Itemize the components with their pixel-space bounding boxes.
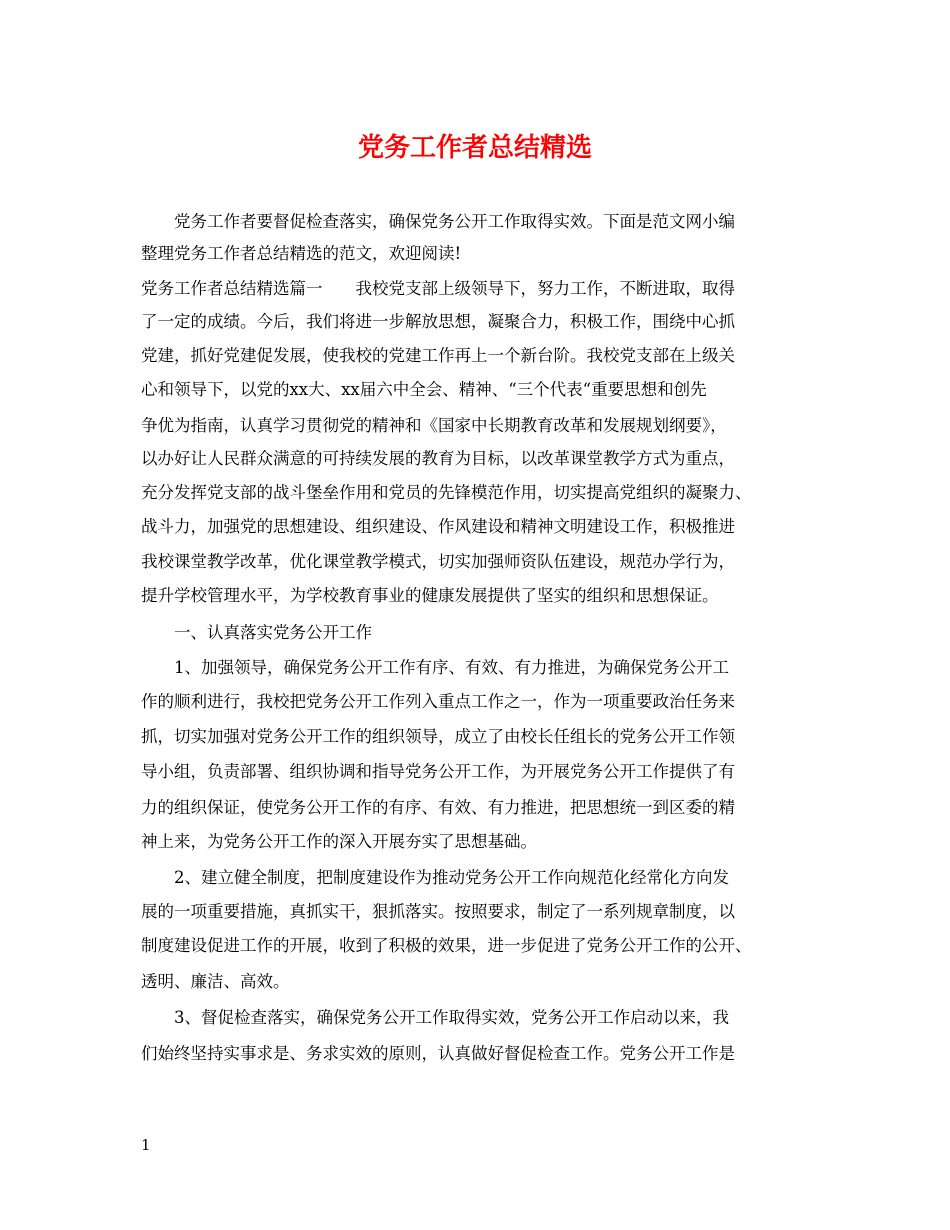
body-line: 抓，切实加强对党务公开工作的组织领导，成立了由校长任组长的党务公开工作领 [141, 727, 735, 746]
body-line: 党务工作者总结精选篇一 我校党支部上级领导下，努力工作，不断进取，取得 [141, 279, 735, 298]
body-line: 们始终坚持实事求是、务求实效的原则，认真做好督促检查工作。党务公开工作是 [141, 1044, 735, 1063]
body-line: 制度建设促进工作的开展，收到了积极的效果，进一步促进了党务公开工作的公开、 [141, 936, 752, 955]
body-line: 心和领导下，以党的xx大、xx届六中全会、精神、“三个代表“重要思想和创先 [141, 380, 707, 399]
body-line: 整理党务工作者总结精选的范文，欢迎阅读! [141, 244, 462, 263]
body-line: 导小组，负责部署、组织协调和指导党务公开工作，为开展党务公开工作提供了有 [141, 762, 735, 781]
body-line: 作的顺利进行，我校把党务公开工作列入重点工作之一，作为一项重要政治任务来 [141, 692, 735, 711]
body-line: 透明、廉洁、高效。 [141, 972, 290, 991]
body-line: 我校课堂教学改革，优化课堂教学模式，切实加强师资队伍建设，规范办学行为， [141, 552, 735, 571]
body-line: 神上来，为党务公开工作的深入开展夯实了思想基础。 [141, 832, 537, 851]
document-title: 党务工作者总结精选 [357, 133, 592, 163]
body-line: 充分发挥党支部的战斗堡垒作用和党员的先锋模范作用，切实提高党组织的凝聚力、 [141, 483, 752, 502]
body-line: 1、加强领导，确保党务公开工作有序、有效、有力推进，为确保党务公开工 [141, 658, 729, 677]
body-line: 以办好让人民群众满意的可持续发展的教育为目标，以改革课堂教学方式为重点， [141, 449, 735, 468]
body-line: 党务工作者要督促检查落实，确保党务公开工作取得实效。下面是范文网小编 [141, 212, 735, 231]
body-line: 3、督促检查落实，确保党务公开工作取得实效，党务公开工作启动以来，我 [141, 1008, 729, 1027]
body-line: 提升学校管理水平，为学校教育事业的健康发展提供了坚实的组织和思想保证。 [141, 586, 719, 605]
body-line: 力的组织保证，使党务公开工作的有序、有效、有力推进，把思想统一到区委的精 [141, 798, 735, 817]
body-line: 2、建立健全制度，把制度建设作为推动党务公开工作向规范化经常化方向发 [141, 868, 729, 887]
body-line: 党建，抓好党建促发展，使我校的党建工作再上一个新台阶。我校党支部在上级关 [141, 346, 735, 365]
page-number: 1 [141, 1136, 151, 1154]
body-line: 一、认真落实党务公开工作 [141, 623, 372, 642]
body-line: 争优为指南，认真学习贯彻党的精神和《国家中长期教育改革和发展规划纲要》， [141, 416, 727, 435]
body-line: 了一定的成绩。今后，我们将进一步解放思想，凝聚合力，积极工作，围绕中心抓 [141, 312, 735, 331]
body-line: 战斗力，加强党的思想建设、组织建设、作风建设和精神文明建设工作，积极推进 [141, 517, 735, 536]
body-line: 展的一项重要措施，真抓实干，狠抓落实。按照要求，制定了一系列规章制度，以 [141, 902, 735, 921]
